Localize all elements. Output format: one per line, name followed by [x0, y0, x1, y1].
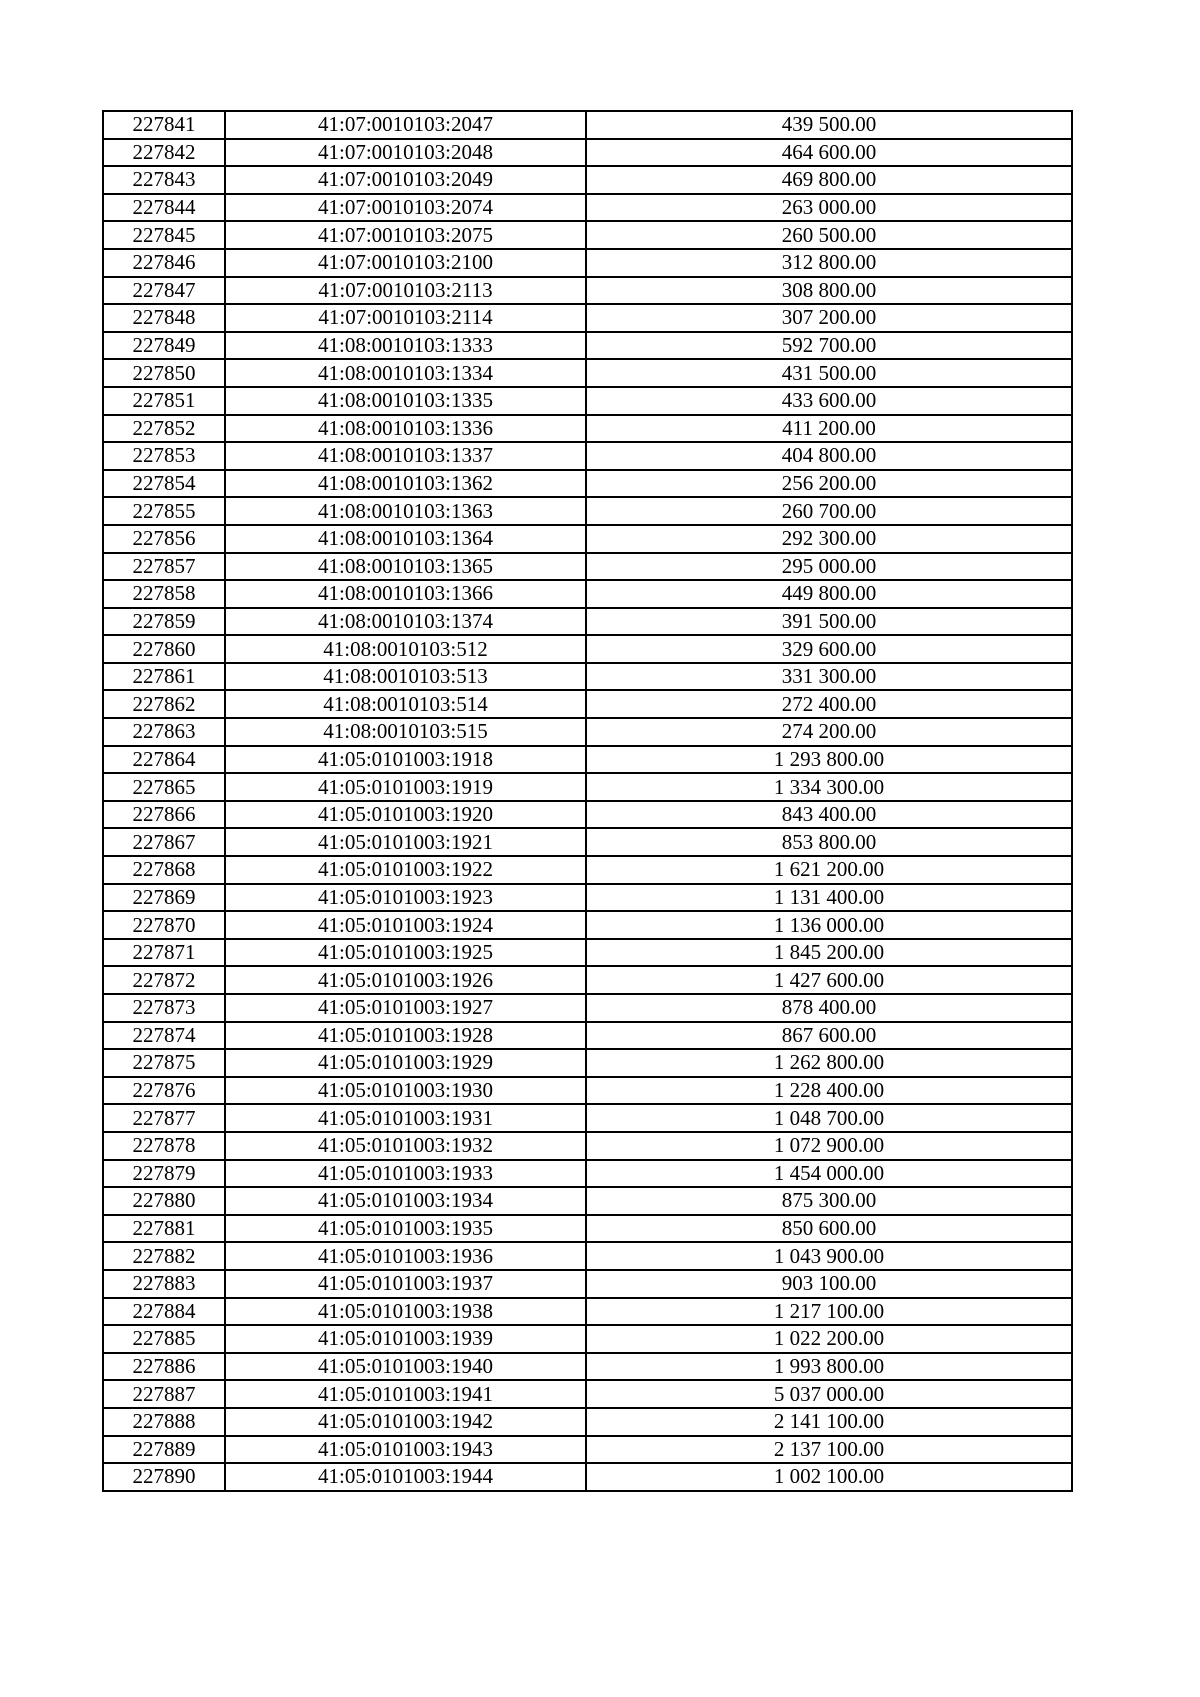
- value-cell: 292 300.00: [586, 525, 1072, 553]
- value-cell: 1 022 200.00: [586, 1325, 1072, 1353]
- value-cell: 439 500.00: [586, 111, 1072, 139]
- value-cell: 274 200.00: [586, 718, 1072, 746]
- row-number-cell: 227853: [103, 442, 225, 470]
- table-row: [103, 139, 1072, 167]
- row-number-cell: 227851: [103, 387, 225, 415]
- cadastral-number-cell: 41:05:0101003:1933: [225, 1160, 586, 1188]
- row-number-cell: 227889: [103, 1436, 225, 1464]
- table-row: [103, 166, 1072, 194]
- row-number-cell: 227842: [103, 139, 225, 167]
- table-row: [103, 1132, 1072, 1160]
- table-row: [103, 332, 1072, 360]
- value-cell: 1 334 300.00: [586, 773, 1072, 801]
- table-row: [103, 690, 1072, 718]
- table-row: [103, 884, 1072, 912]
- value-cell: 1 048 700.00: [586, 1104, 1072, 1132]
- table-row: [103, 801, 1072, 829]
- cadastral-number-cell: 41:05:0101003:1939: [225, 1325, 586, 1353]
- cadastral-number-cell: 41:05:0101003:1931: [225, 1104, 586, 1132]
- cadastral-number-cell: 41:05:0101003:1918: [225, 746, 586, 774]
- row-number-cell: 227867: [103, 828, 225, 856]
- table-row: [103, 1353, 1072, 1381]
- value-cell: 1 217 100.00: [586, 1298, 1072, 1326]
- table-row: [103, 1077, 1072, 1105]
- value-cell: 256 200.00: [586, 470, 1072, 498]
- table-row: [103, 939, 1072, 967]
- row-number-cell: 227873: [103, 994, 225, 1022]
- row-number-cell: 227849: [103, 332, 225, 360]
- value-cell: 312 800.00: [586, 249, 1072, 277]
- table-row: [103, 1380, 1072, 1408]
- cadastral-value-table: [102, 110, 1073, 1492]
- value-cell: 1 993 800.00: [586, 1353, 1072, 1381]
- cadastral-number-cell: 41:05:0101003:1940: [225, 1353, 586, 1381]
- table-row: [103, 663, 1072, 691]
- value-cell: 331 300.00: [586, 663, 1072, 691]
- value-cell: 5 037 000.00: [586, 1380, 1072, 1408]
- row-number-cell: 227843: [103, 166, 225, 194]
- table-body: [103, 111, 1072, 1491]
- row-number-cell: 227848: [103, 304, 225, 332]
- table-row: [103, 635, 1072, 663]
- table-row: [103, 387, 1072, 415]
- value-cell: 1 427 600.00: [586, 966, 1072, 994]
- row-number-cell: 227883: [103, 1270, 225, 1298]
- cadastral-number-cell: 41:05:0101003:1929: [225, 1049, 586, 1077]
- row-number-cell: 227868: [103, 856, 225, 884]
- value-cell: 260 500.00: [586, 221, 1072, 249]
- cadastral-number-cell: 41:05:0101003:1943: [225, 1436, 586, 1464]
- value-cell: 1 072 900.00: [586, 1132, 1072, 1160]
- table-row: [103, 553, 1072, 581]
- row-number-cell: 227864: [103, 746, 225, 774]
- table-row: [103, 221, 1072, 249]
- value-cell: 1 228 400.00: [586, 1077, 1072, 1105]
- row-number-cell: 227882: [103, 1242, 225, 1270]
- row-number-cell: 227872: [103, 966, 225, 994]
- value-cell: 1 262 800.00: [586, 1049, 1072, 1077]
- cadastral-number-cell: 41:07:0010103:2047: [225, 111, 586, 139]
- cadastral-number-cell: 41:05:0101003:1919: [225, 773, 586, 801]
- table-row: [103, 1270, 1072, 1298]
- value-cell: 391 500.00: [586, 608, 1072, 636]
- value-cell: 449 800.00: [586, 580, 1072, 608]
- cadastral-number-cell: 41:08:0010103:1335: [225, 387, 586, 415]
- cadastral-number-cell: 41:05:0101003:1926: [225, 966, 586, 994]
- value-cell: 2 137 100.00: [586, 1436, 1072, 1464]
- value-cell: 1 136 000.00: [586, 911, 1072, 939]
- cadastral-number-cell: 41:05:0101003:1928: [225, 1022, 586, 1050]
- row-number-cell: 227877: [103, 1104, 225, 1132]
- cadastral-number-cell: 41:05:0101003:1930: [225, 1077, 586, 1105]
- row-number-cell: 227861: [103, 663, 225, 691]
- row-number-cell: 227866: [103, 801, 225, 829]
- value-cell: 1 454 000.00: [586, 1160, 1072, 1188]
- table-row: [103, 497, 1072, 525]
- row-number-cell: 227859: [103, 608, 225, 636]
- table-row: [103, 1242, 1072, 1270]
- value-cell: 272 400.00: [586, 690, 1072, 718]
- cadastral-number-cell: 41:05:0101003:1937: [225, 1270, 586, 1298]
- row-number-cell: 227875: [103, 1049, 225, 1077]
- cadastral-number-cell: 41:05:0101003:1935: [225, 1215, 586, 1243]
- table-row: [103, 304, 1072, 332]
- cadastral-number-cell: 41:08:0010103:515: [225, 718, 586, 746]
- table-row: [103, 1215, 1072, 1243]
- cadastral-number-cell: 41:05:0101003:1936: [225, 1242, 586, 1270]
- cadastral-number-cell: 41:07:0010103:2114: [225, 304, 586, 332]
- value-cell: 464 600.00: [586, 139, 1072, 167]
- cadastral-number-cell: 41:07:0010103:2049: [225, 166, 586, 194]
- value-cell: 1 845 200.00: [586, 939, 1072, 967]
- cadastral-number-cell: 41:08:0010103:1334: [225, 359, 586, 387]
- cadastral-number-cell: 41:05:0101003:1922: [225, 856, 586, 884]
- cadastral-number-cell: 41:05:0101003:1938: [225, 1298, 586, 1326]
- value-cell: 1 002 100.00: [586, 1463, 1072, 1491]
- cadastral-number-cell: 41:08:0010103:1364: [225, 525, 586, 553]
- cadastral-number-cell: 41:08:0010103:1366: [225, 580, 586, 608]
- table-row: [103, 1160, 1072, 1188]
- row-number-cell: 227858: [103, 580, 225, 608]
- row-number-cell: 227865: [103, 773, 225, 801]
- cadastral-number-cell: 41:05:0101003:1920: [225, 801, 586, 829]
- table-row: [103, 111, 1072, 139]
- table-row: [103, 773, 1072, 801]
- value-cell: 1 043 900.00: [586, 1242, 1072, 1270]
- cadastral-number-cell: 41:05:0101003:1941: [225, 1380, 586, 1408]
- value-cell: 843 400.00: [586, 801, 1072, 829]
- cadastral-number-cell: 41:05:0101003:1934: [225, 1187, 586, 1215]
- row-number-cell: 227841: [103, 111, 225, 139]
- value-cell: 263 000.00: [586, 194, 1072, 222]
- table-row: [103, 415, 1072, 443]
- value-cell: 411 200.00: [586, 415, 1072, 443]
- value-cell: 1 621 200.00: [586, 856, 1072, 884]
- table-row: [103, 249, 1072, 277]
- cadastral-number-cell: 41:08:0010103:1337: [225, 442, 586, 470]
- table-row: [103, 1022, 1072, 1050]
- value-cell: 1 131 400.00: [586, 884, 1072, 912]
- value-cell: 875 300.00: [586, 1187, 1072, 1215]
- row-number-cell: 227855: [103, 497, 225, 525]
- value-cell: 853 800.00: [586, 828, 1072, 856]
- cadastral-number-cell: 41:05:0101003:1944: [225, 1463, 586, 1491]
- row-number-cell: 227845: [103, 221, 225, 249]
- value-cell: 469 800.00: [586, 166, 1072, 194]
- value-cell: 592 700.00: [586, 332, 1072, 360]
- table-row: [103, 608, 1072, 636]
- row-number-cell: 227852: [103, 415, 225, 443]
- cadastral-number-cell: 41:05:0101003:1942: [225, 1408, 586, 1436]
- value-cell: 433 600.00: [586, 387, 1072, 415]
- row-number-cell: 227880: [103, 1187, 225, 1215]
- row-number-cell: 227879: [103, 1160, 225, 1188]
- cadastral-number-cell: 41:07:0010103:2113: [225, 277, 586, 305]
- row-number-cell: 227850: [103, 359, 225, 387]
- table-row: [103, 856, 1072, 884]
- row-number-cell: 227876: [103, 1077, 225, 1105]
- table-row: [103, 1436, 1072, 1464]
- value-cell: 850 600.00: [586, 1215, 1072, 1243]
- table-row: [103, 525, 1072, 553]
- cadastral-number-cell: 41:05:0101003:1925: [225, 939, 586, 967]
- value-cell: 2 141 100.00: [586, 1408, 1072, 1436]
- value-cell: 260 700.00: [586, 497, 1072, 525]
- table-row: [103, 442, 1072, 470]
- table-row: [103, 1049, 1072, 1077]
- row-number-cell: 227887: [103, 1380, 225, 1408]
- cadastral-number-cell: 41:08:0010103:1362: [225, 470, 586, 498]
- value-cell: 878 400.00: [586, 994, 1072, 1022]
- table-row: [103, 994, 1072, 1022]
- value-cell: 903 100.00: [586, 1270, 1072, 1298]
- row-number-cell: 227856: [103, 525, 225, 553]
- row-number-cell: 227885: [103, 1325, 225, 1353]
- row-number-cell: 227874: [103, 1022, 225, 1050]
- row-number-cell: 227871: [103, 939, 225, 967]
- row-number-cell: 227869: [103, 884, 225, 912]
- table-row: [103, 580, 1072, 608]
- row-number-cell: 227844: [103, 194, 225, 222]
- value-cell: 1 293 800.00: [586, 746, 1072, 774]
- table-row: [103, 1325, 1072, 1353]
- row-number-cell: 227846: [103, 249, 225, 277]
- row-number-cell: 227857: [103, 553, 225, 581]
- cadastral-number-cell: 41:07:0010103:2100: [225, 249, 586, 277]
- row-number-cell: 227854: [103, 470, 225, 498]
- cadastral-number-cell: 41:08:0010103:1333: [225, 332, 586, 360]
- table-row: [103, 1298, 1072, 1326]
- cadastral-number-cell: 41:07:0010103:2074: [225, 194, 586, 222]
- value-cell: 431 500.00: [586, 359, 1072, 387]
- value-cell: 329 600.00: [586, 635, 1072, 663]
- table-row: [103, 1187, 1072, 1215]
- table-row: [103, 828, 1072, 856]
- value-cell: 404 800.00: [586, 442, 1072, 470]
- row-number-cell: 227888: [103, 1408, 225, 1436]
- value-cell: 867 600.00: [586, 1022, 1072, 1050]
- cadastral-number-cell: 41:05:0101003:1927: [225, 994, 586, 1022]
- table-row: [103, 277, 1072, 305]
- table-row: [103, 718, 1072, 746]
- table-row: [103, 470, 1072, 498]
- cadastral-number-cell: 41:08:0010103:1374: [225, 608, 586, 636]
- row-number-cell: 227860: [103, 635, 225, 663]
- cadastral-number-cell: 41:05:0101003:1924: [225, 911, 586, 939]
- cadastral-number-cell: 41:08:0010103:1363: [225, 497, 586, 525]
- table-row: [103, 194, 1072, 222]
- cadastral-number-cell: 41:05:0101003:1932: [225, 1132, 586, 1160]
- table-row: [103, 359, 1072, 387]
- cadastral-number-cell: 41:07:0010103:2075: [225, 221, 586, 249]
- table-row: [103, 746, 1072, 774]
- row-number-cell: 227884: [103, 1298, 225, 1326]
- row-number-cell: 227878: [103, 1132, 225, 1160]
- value-cell: 295 000.00: [586, 553, 1072, 581]
- cadastral-number-cell: 41:08:0010103:514: [225, 690, 586, 718]
- cadastral-number-cell: 41:05:0101003:1923: [225, 884, 586, 912]
- table-row: [103, 1463, 1072, 1491]
- cadastral-number-cell: 41:05:0101003:1921: [225, 828, 586, 856]
- table-row: [103, 1104, 1072, 1132]
- value-cell: 307 200.00: [586, 304, 1072, 332]
- cadastral-number-cell: 41:08:0010103:1365: [225, 553, 586, 581]
- row-number-cell: 227862: [103, 690, 225, 718]
- row-number-cell: 227886: [103, 1353, 225, 1381]
- cadastral-number-cell: 41:07:0010103:2048: [225, 139, 586, 167]
- table-row: [103, 1408, 1072, 1436]
- value-cell: 308 800.00: [586, 277, 1072, 305]
- row-number-cell: 227847: [103, 277, 225, 305]
- row-number-cell: 227881: [103, 1215, 225, 1243]
- cadastral-number-cell: 41:08:0010103:1336: [225, 415, 586, 443]
- row-number-cell: 227890: [103, 1463, 225, 1491]
- row-number-cell: 227863: [103, 718, 225, 746]
- row-number-cell: 227870: [103, 911, 225, 939]
- table-row: [103, 911, 1072, 939]
- cadastral-number-cell: 41:08:0010103:513: [225, 663, 586, 691]
- cadastral-number-cell: 41:08:0010103:512: [225, 635, 586, 663]
- table-row: [103, 966, 1072, 994]
